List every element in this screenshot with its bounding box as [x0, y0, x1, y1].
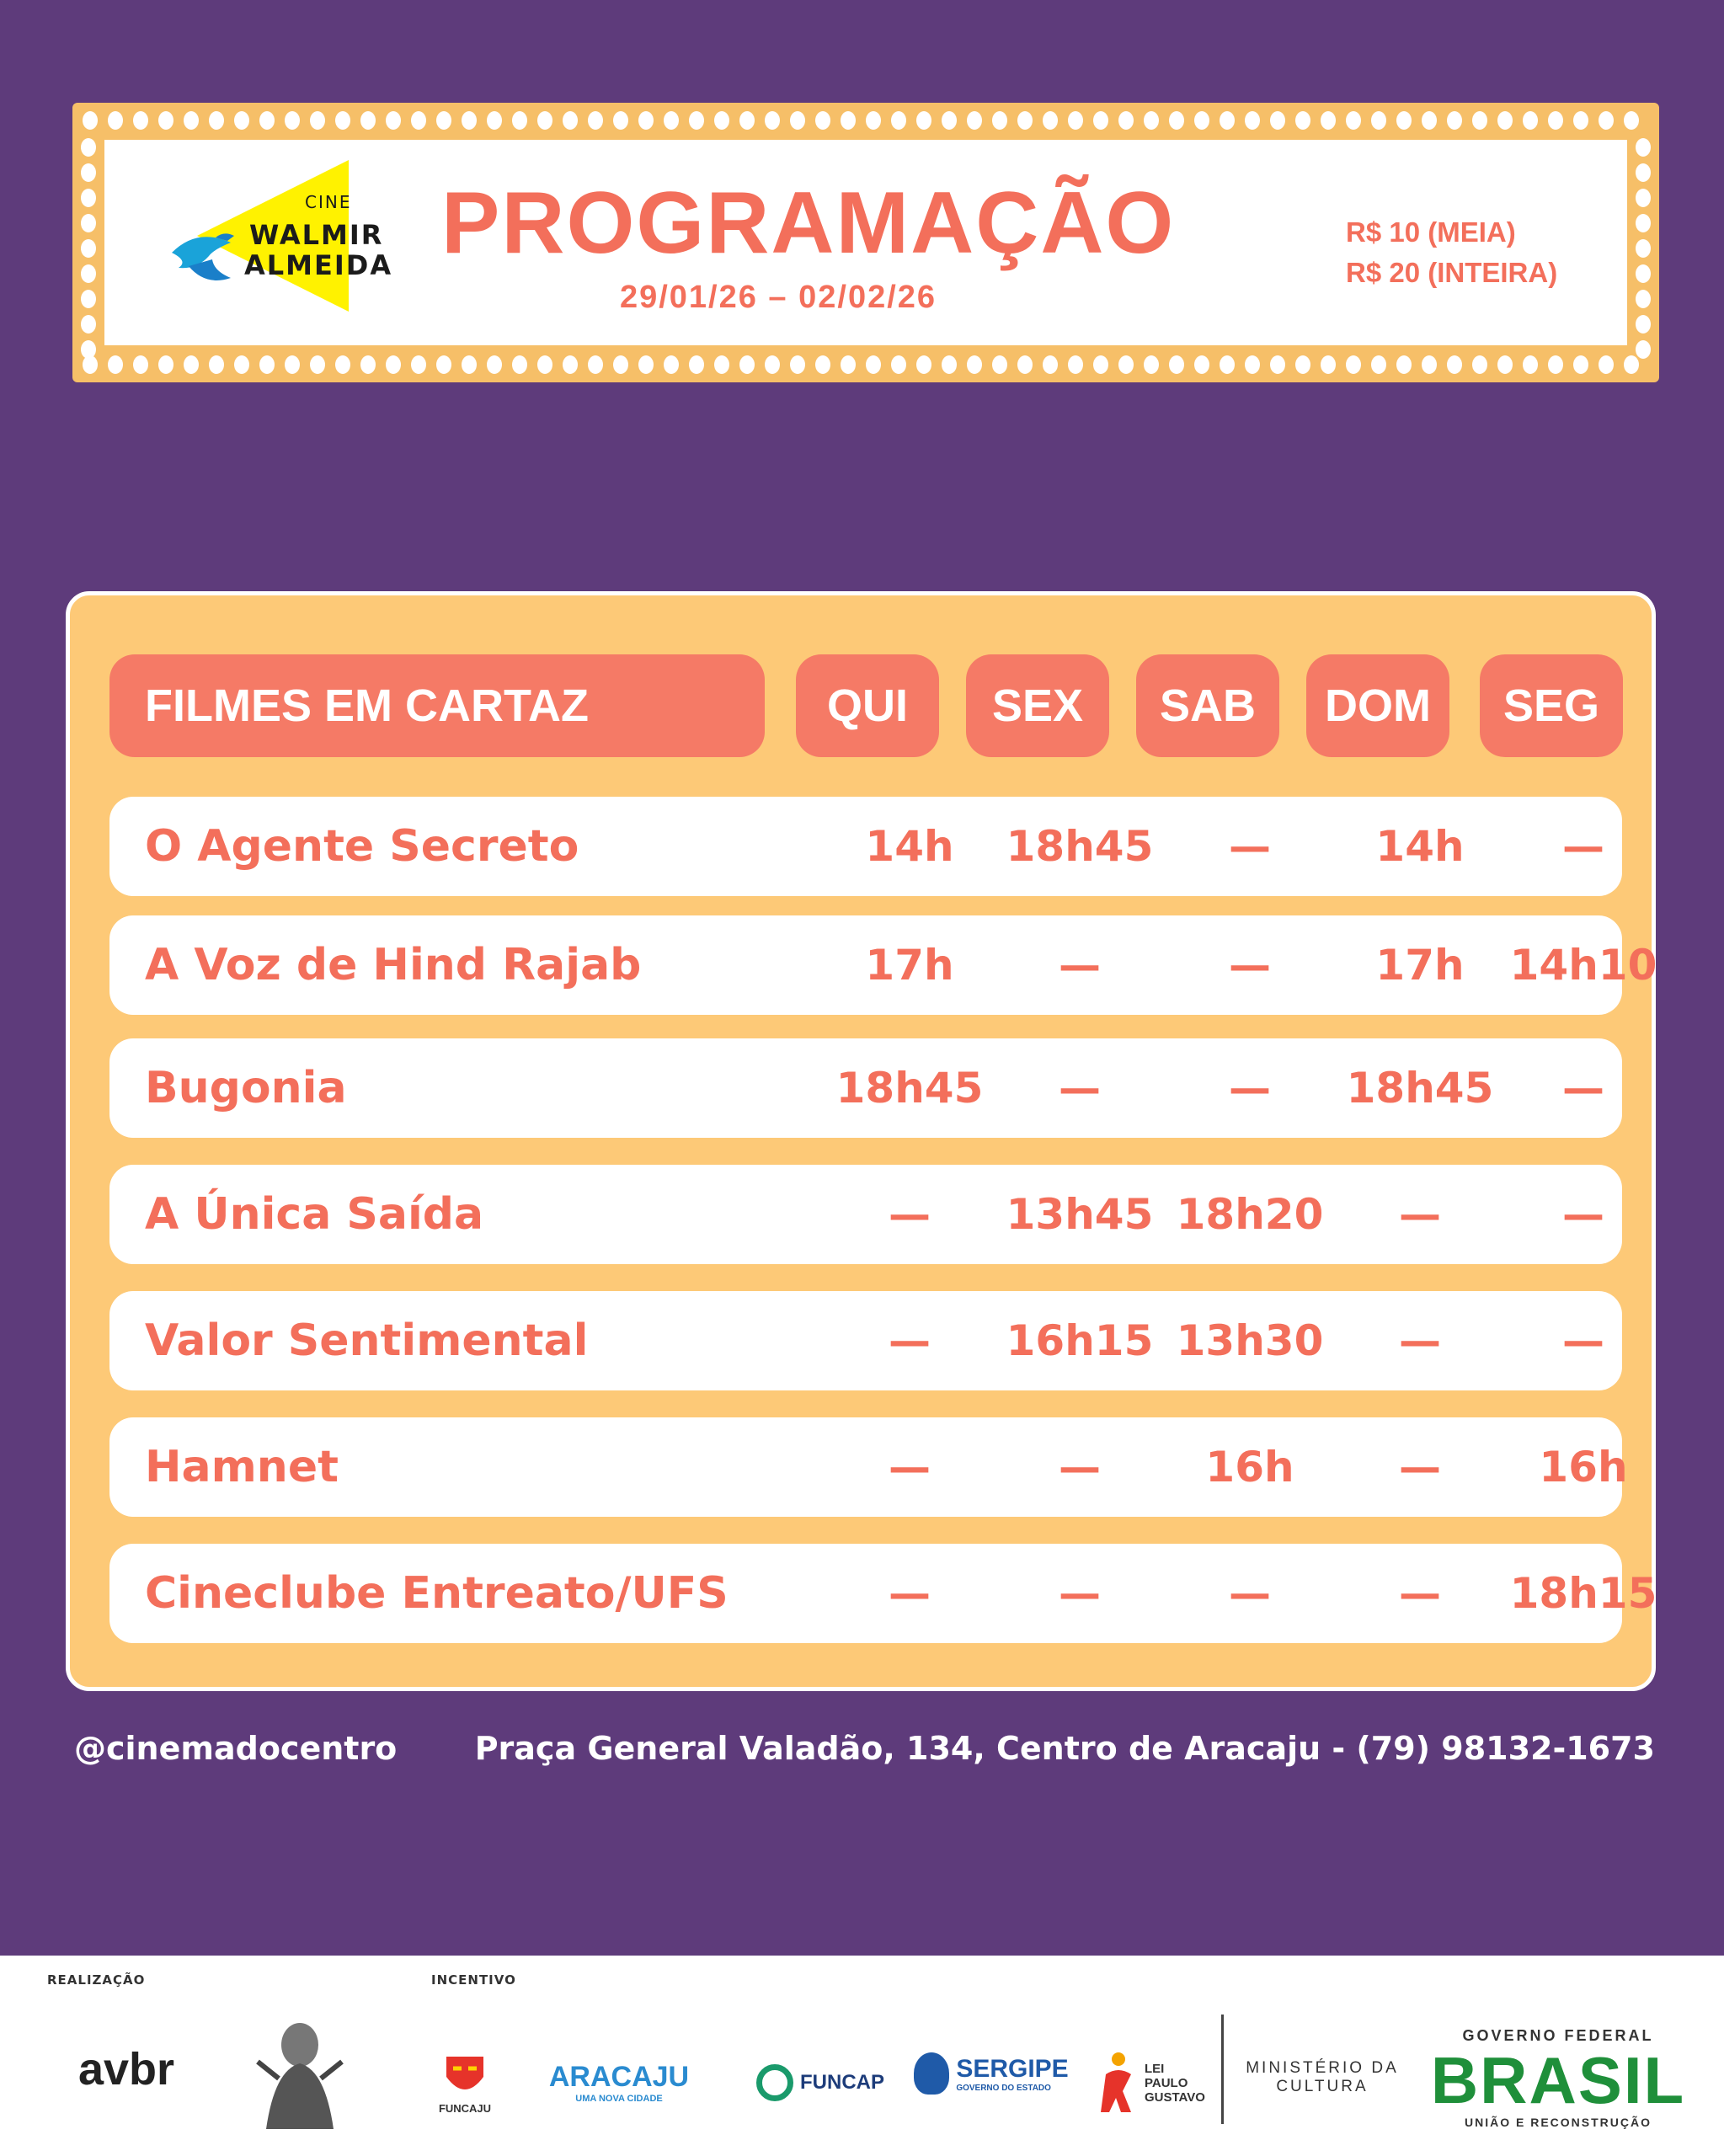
- marquee-bulb: [1624, 111, 1639, 130]
- film-title: Bugonia: [145, 1063, 347, 1113]
- marquee-bulb: [81, 189, 96, 207]
- logo-text-cine: CINE: [305, 192, 352, 212]
- marquee-bulb: [1169, 355, 1184, 374]
- showtime-qui: —: [889, 1443, 931, 1492]
- showtime-seg: 14h10: [1509, 941, 1657, 990]
- showtime-seg: —: [1562, 1064, 1604, 1113]
- marquee-bulb: [739, 111, 755, 130]
- marquee-bulb: [1548, 355, 1563, 374]
- marquee-bulb: [664, 355, 679, 374]
- marquee-bulb: [209, 355, 224, 374]
- film-title: Cineclube Entreato/UFS: [145, 1568, 729, 1619]
- showtime-sab: —: [1229, 1064, 1271, 1113]
- marquee-bulb: [588, 111, 603, 130]
- marquee-bulb: [81, 290, 96, 308]
- schedule-card: [66, 591, 1656, 1691]
- showtime-seg: —: [1562, 822, 1604, 871]
- day-header-qui: QUI: [796, 654, 939, 757]
- gov-top-text: GOVERNO FEDERAL: [1462, 2026, 1654, 2044]
- showtime-sab: —: [1229, 941, 1271, 990]
- marquee-bulb: [841, 111, 856, 130]
- marquee-bulb: [411, 111, 426, 130]
- marquee-bulb: [1636, 163, 1651, 182]
- marquee-bulb: [537, 111, 552, 130]
- incentivo-label: INCENTIVO: [431, 1972, 516, 1988]
- lei-paulo-gustavo-text: LEI PAULO GUSTAVO: [1145, 2061, 1205, 2105]
- lei-paulo-gustavo-logo: [1092, 2036, 1205, 2129]
- showtime-dom: 18h45: [1346, 1064, 1494, 1113]
- marquee-bulb: [285, 355, 300, 374]
- marquee-bulb: [1636, 264, 1651, 283]
- header-marquee: [72, 103, 1659, 382]
- showtime-seg: —: [1562, 1190, 1604, 1239]
- marquee-bulb: [1043, 111, 1058, 130]
- showtime-sex: 18h45: [1006, 822, 1154, 871]
- funcaju-logo: [430, 2036, 500, 2129]
- sergipe-emblem-icon: [914, 2052, 949, 2095]
- marquee-bulb: [259, 111, 275, 130]
- showtime-dom: —: [1399, 1569, 1441, 1618]
- marquee-bulb: [1295, 111, 1310, 130]
- marquee-bulb: [1093, 111, 1108, 130]
- day-header-seg: SEG: [1480, 654, 1623, 757]
- marquee-bulb: [1144, 111, 1159, 130]
- marquee-bulb: [158, 111, 173, 130]
- marquee-bulb: [1194, 111, 1209, 130]
- marquee-bulb: [1017, 111, 1033, 130]
- marquee-bulb: [1636, 239, 1651, 258]
- day-header-dom: DOM: [1306, 654, 1449, 757]
- showtime-sex: 16h15: [1006, 1316, 1154, 1365]
- showtime-sex: 13h45: [1006, 1190, 1154, 1239]
- marquee-bulb: [1321, 111, 1336, 130]
- marquee-bulb: [184, 355, 199, 374]
- marquee-bulb: [1245, 355, 1260, 374]
- cine-walmir-almeida-logo: [163, 160, 393, 320]
- schedule-row: [109, 1038, 1622, 1138]
- marquee-bulb: [1169, 111, 1184, 130]
- marquee-bulb: [360, 111, 376, 130]
- showtime-seg: —: [1562, 1316, 1604, 1365]
- price-list: [1346, 212, 1557, 293]
- marquee-bulb: [1636, 315, 1651, 334]
- marquee-bulb: [815, 355, 830, 374]
- marquee-bulb: [81, 315, 96, 334]
- marquee-bulb: [512, 355, 527, 374]
- marquee-bulb: [689, 111, 704, 130]
- marquee-bulb: [1497, 111, 1513, 130]
- schedule-row: [109, 797, 1622, 896]
- showtime-sex: —: [1059, 1064, 1101, 1113]
- marquee-bulb: [1245, 111, 1260, 130]
- marquee-bulb: [1346, 111, 1361, 130]
- showtime-qui: —: [889, 1190, 931, 1239]
- marquee-bulb: [1346, 355, 1361, 374]
- showtime-dom: —: [1399, 1316, 1441, 1365]
- schedule-row: [109, 1291, 1622, 1390]
- marquee-bulb: [1371, 355, 1386, 374]
- marquee-bulb: [1636, 138, 1651, 157]
- marquee-bulb: [81, 264, 96, 283]
- marquee-bulb: [1396, 111, 1412, 130]
- film-title: Valor Sentimental: [145, 1315, 589, 1366]
- marquee-bulb: [1636, 189, 1651, 207]
- marquee-bulb: [259, 355, 275, 374]
- marquee-bulb: [613, 355, 628, 374]
- marquee-bulb: [83, 111, 98, 130]
- marquee-bulb: [1270, 111, 1285, 130]
- marquee-bulb: [1599, 111, 1614, 130]
- marquee-bulb: [487, 111, 502, 130]
- showtime-qui: 18h45: [835, 1064, 984, 1113]
- page-title: PROGRAMAÇÃO: [441, 174, 1176, 272]
- marquee-bulb: [1321, 355, 1336, 374]
- marquee-bulb: [462, 111, 477, 130]
- marquee-bulb: [108, 111, 123, 130]
- marquee-bulb: [512, 111, 527, 130]
- day-header-sex: SEX: [966, 654, 1109, 757]
- avbr-logo-text: avbr: [77, 2044, 175, 2095]
- marquee-bulb: [1573, 355, 1588, 374]
- film-title: Hamnet: [145, 1442, 339, 1492]
- marquee-bulb: [1118, 355, 1134, 374]
- marquee-bulb: [1220, 355, 1235, 374]
- marquee-bulb: [664, 111, 679, 130]
- marquee-bulb: [967, 111, 982, 130]
- showtime-dom: 17h: [1375, 941, 1465, 990]
- marquee-bulb: [360, 355, 376, 374]
- marquee-bulb: [81, 340, 96, 359]
- marquee-bulb: [81, 163, 96, 182]
- showtime-dom: 14h: [1375, 822, 1465, 871]
- marquee-bulb: [1523, 111, 1538, 130]
- marquee-bulb: [285, 111, 300, 130]
- showtime-qui: —: [889, 1316, 931, 1365]
- theater-mask-icon: [441, 2052, 488, 2102]
- header-panel: [104, 140, 1627, 345]
- marquee-bulb: [1523, 355, 1538, 374]
- marquee-bulb: [588, 355, 603, 374]
- illustrated-figure-logo: [249, 2011, 350, 2137]
- sponsor-bar: [0, 1956, 1724, 2156]
- showtime-sex: —: [1059, 1443, 1101, 1492]
- showtime-qui: —: [889, 1569, 931, 1618]
- marquee-bulb: [81, 214, 96, 232]
- marquee-bulb: [1396, 355, 1412, 374]
- marquee-bulb: [1270, 355, 1285, 374]
- marquee-bulb: [714, 355, 729, 374]
- marquee-bulb: [436, 355, 451, 374]
- marquee-bulb: [942, 355, 957, 374]
- marquee-bulb: [436, 111, 451, 130]
- showtime-qui: 17h: [865, 941, 954, 990]
- showtime-sab: 18h20: [1176, 1190, 1324, 1239]
- marquee-bulb: [815, 111, 830, 130]
- showtime-qui: 14h: [865, 822, 954, 871]
- marquee-bulb: [563, 355, 578, 374]
- funcap-text: FUNCAP: [800, 2071, 884, 2094]
- showtime-sex: —: [1059, 1569, 1101, 1618]
- marquee-bulb: [714, 111, 729, 130]
- marquee-bulb: [386, 111, 401, 130]
- marquee-bulb: [133, 355, 148, 374]
- sergipe-logo: [911, 2040, 1071, 2107]
- marquee-bulb: [1093, 355, 1108, 374]
- lei-paulo-gustavo-icon: [1097, 2049, 1140, 2116]
- marquee-bulb: [1220, 111, 1235, 130]
- marquee-bulb: [1636, 214, 1651, 232]
- marquee-bulb: [1573, 111, 1588, 130]
- marquee-bulb: [386, 355, 401, 374]
- marquee-bulb: [335, 355, 350, 374]
- marquee-bulb: [462, 355, 477, 374]
- marquee-bulb: [1144, 355, 1159, 374]
- marquee-bulb: [1447, 111, 1462, 130]
- marquee-bulb: [1548, 111, 1563, 130]
- marquee-bulb: [563, 111, 578, 130]
- marquee-bulb: [234, 111, 249, 130]
- marquee-bulb: [1422, 355, 1437, 374]
- realizacao-label: REALIZAÇÃO: [47, 1972, 146, 1988]
- marquee-bulb: [1371, 111, 1386, 130]
- marquee-bulb: [1472, 111, 1487, 130]
- showtime-sab: 13h30: [1176, 1316, 1324, 1365]
- marquee-bulb: [81, 239, 96, 258]
- schedule-row: [109, 1165, 1622, 1264]
- marquee-bulb: [992, 355, 1007, 374]
- marquee-bulb: [1043, 355, 1058, 374]
- marquee-bulb: [942, 111, 957, 130]
- aracaju-text: ARACAJU: [548, 2060, 690, 2093]
- schedule-row: [109, 915, 1657, 1015]
- marquee-bulb: [765, 111, 780, 130]
- showtime-sab: —: [1229, 1569, 1271, 1618]
- marquee-bulb: [1118, 111, 1134, 130]
- logo-text-almeida: ALMEIDA: [244, 249, 393, 281]
- showtime-dom: —: [1399, 1443, 1441, 1492]
- aracaju-logo: [531, 2048, 707, 2116]
- funcap-icon: [756, 2064, 793, 2101]
- marquee-bulb: [1422, 111, 1437, 130]
- aracaju-subtext: UMA NOVA CIDADE: [575, 2093, 663, 2104]
- showtime-sab: —: [1229, 822, 1271, 871]
- marquee-bulb: [739, 355, 755, 374]
- marquee-bulb: [992, 111, 1007, 130]
- marquee-bulb: [1497, 355, 1513, 374]
- marquee-bulb: [1017, 355, 1033, 374]
- marquee-bulb: [184, 111, 199, 130]
- date-range: 29/01/26 – 02/02/26: [619, 280, 937, 315]
- marquee-bulb: [1472, 355, 1487, 374]
- marquee-bulb: [638, 355, 654, 374]
- marquee-bulb: [790, 111, 805, 130]
- marquee-bulb: [209, 111, 224, 130]
- gov-brasil-text: BRASIL: [1430, 2042, 1686, 2117]
- marquee-bulb: [1068, 111, 1083, 130]
- marquee-bulb: [891, 355, 906, 374]
- marquee-bulb: [411, 355, 426, 374]
- marquee-bulb: [790, 355, 805, 374]
- marquee-bulb: [866, 355, 881, 374]
- film-title: A Voz de Hind Rajab: [145, 940, 642, 990]
- schedule-row: [109, 1544, 1657, 1643]
- marquee-bulb: [1624, 355, 1639, 374]
- marquee-bulb: [916, 355, 931, 374]
- bird-icon: [163, 219, 256, 295]
- marquee-bulb: [487, 355, 502, 374]
- marquee-bulb: [1447, 355, 1462, 374]
- marquee-bulb: [1295, 355, 1310, 374]
- avbr-logo: [51, 2040, 202, 2099]
- marquee-bulb: [133, 111, 148, 130]
- marquee-bulb: [537, 355, 552, 374]
- showtime-sex: —: [1059, 941, 1101, 990]
- marquee-bulb: [841, 355, 856, 374]
- marquee-bulb: [689, 355, 704, 374]
- film-title: A Única Saída: [145, 1189, 484, 1240]
- price-half: R$ 10 (MEIA): [1346, 216, 1516, 248]
- marquee-bulb: [967, 355, 982, 374]
- gov-sub-text: UNIÃO E RECONSTRUÇÃO: [1464, 2115, 1652, 2129]
- marquee-bulb: [1599, 355, 1614, 374]
- day-header-sab: SAB: [1136, 654, 1279, 757]
- showtime-seg: 18h15: [1509, 1569, 1657, 1618]
- marquee-bulb: [158, 355, 173, 374]
- marquee-bulb: [310, 111, 325, 130]
- marquee-bulb: [613, 111, 628, 130]
- marquee-bulb: [335, 111, 350, 130]
- funcap-logo: [745, 2053, 896, 2112]
- showtime-sab: 16h: [1205, 1443, 1294, 1492]
- marquee-bulb: [916, 111, 931, 130]
- showtime-dom: —: [1399, 1190, 1441, 1239]
- address-phone: Praça General Valadão, 134, Centro de Aracaju - (79) 98132-1673: [474, 1730, 1655, 1767]
- schedule-row: [109, 1417, 1628, 1517]
- governo-federal-logo: [1432, 2015, 1684, 2141]
- marquee-bulb: [1636, 340, 1651, 359]
- marquee-bulb: [1194, 355, 1209, 374]
- showtime-seg: 16h: [1539, 1443, 1628, 1492]
- marquee-bulb: [310, 355, 325, 374]
- marquee-bulb: [1636, 290, 1651, 308]
- logo-text-walmir: WALMIR: [249, 219, 384, 251]
- ministerio-da-cultura-logo: [1238, 2048, 1406, 2107]
- marquee-bulb: [866, 111, 881, 130]
- sergipe-text: SERGIPE: [956, 2054, 1069, 2083]
- sponsor-divider: [1221, 2015, 1224, 2124]
- marquee-bulb: [638, 111, 654, 130]
- marquee-bulb: [891, 111, 906, 130]
- marquee-bulb: [81, 138, 96, 157]
- social-handle: @cinemadocentro: [74, 1730, 398, 1767]
- marquee-bulb: [765, 355, 780, 374]
- sergipe-subtext: GOVERNO DO ESTADO: [956, 2083, 1051, 2093]
- ministerio-text: MINISTÉRIO DA CULTURA: [1246, 2059, 1399, 2095]
- marquee-bulb: [108, 355, 123, 374]
- marquee-bulb: [1068, 355, 1083, 374]
- marquee-bulb: [234, 355, 249, 374]
- price-full: R$ 20 (INTEIRA): [1346, 257, 1558, 288]
- funcaju-text: FUNCAJU: [438, 2101, 492, 2115]
- films-header: FILMES EM CARTAZ: [109, 654, 765, 757]
- film-title: O Agente Secreto: [145, 821, 579, 872]
